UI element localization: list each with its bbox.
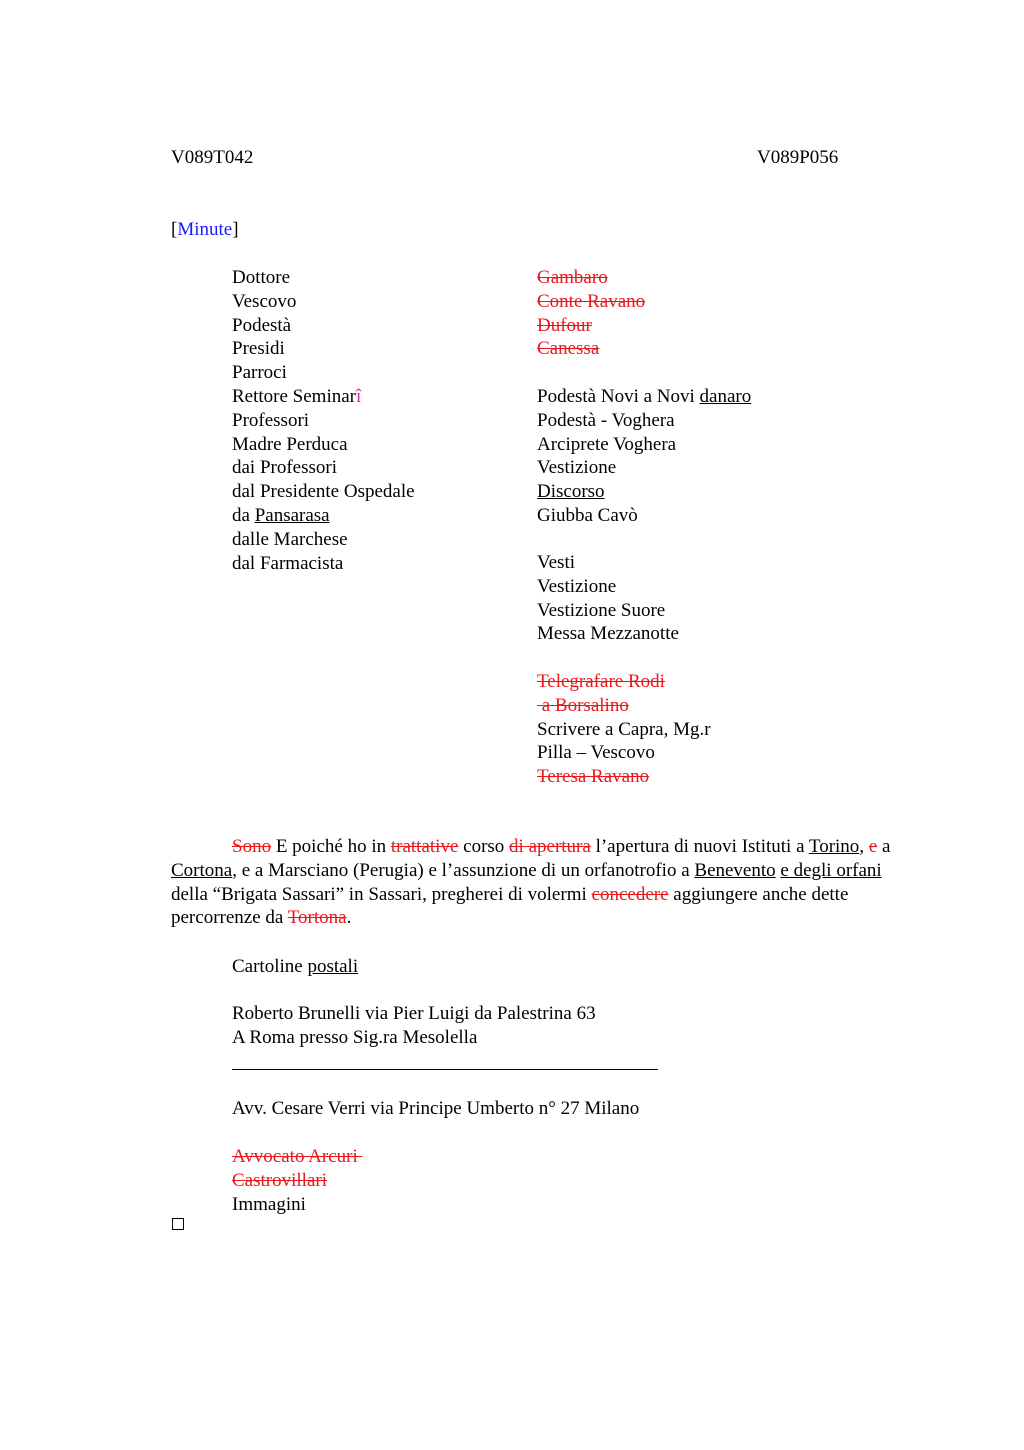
list-item: dal Presidente Ospedale bbox=[232, 481, 415, 503]
list-item-underlined: Pansarasa bbox=[254, 504, 330, 526]
main-paragraph bbox=[171, 835, 921, 930]
underlined-text: e degli orfani bbox=[780, 859, 882, 881]
list-item: Professori bbox=[232, 409, 310, 431]
list-item: Madre Perduca bbox=[232, 433, 348, 455]
separator-line bbox=[232, 1069, 658, 1070]
list-item: Vescovo bbox=[232, 290, 297, 312]
list-item: Vesti bbox=[537, 552, 575, 573]
list-item: dai Professori bbox=[232, 457, 338, 479]
list-item-prefix: da bbox=[232, 504, 255, 526]
paragraph-text: , bbox=[859, 836, 869, 857]
struck-text: Tortona bbox=[287, 907, 347, 929]
struck-text: e bbox=[868, 836, 878, 857]
document-code-right: V089P056 bbox=[757, 147, 839, 168]
list-item bbox=[232, 385, 415, 409]
list-item: Immagini bbox=[232, 1193, 306, 1215]
list-item: Scrivere a Capra, Mg.r bbox=[537, 718, 711, 740]
list-item: Avvocato Arcuri bbox=[232, 1146, 363, 1167]
list-item-prefix: Podestà Novi a Novi bbox=[537, 386, 700, 407]
list-item: Vestizione bbox=[537, 575, 617, 597]
list-item: Dufour bbox=[537, 314, 592, 336]
list-item: Telegrafare Rodi bbox=[537, 671, 665, 692]
cartoline-underlined: postali bbox=[307, 956, 359, 977]
struck-text: trattative bbox=[390, 836, 459, 857]
list-item: dal Farmacista bbox=[232, 552, 344, 574]
list-item bbox=[232, 504, 415, 528]
paragraph-text: l’apertura di nuovi Istituti a bbox=[590, 836, 809, 857]
bracket-close: ] bbox=[232, 219, 239, 240]
underlined-text: Torino bbox=[808, 836, 860, 857]
list-item-underlined: Discorso bbox=[537, 481, 605, 503]
list-item-underlined: danaro bbox=[699, 386, 752, 407]
right-group-telegrafare bbox=[537, 670, 711, 789]
paragraph-text: a bbox=[877, 836, 891, 857]
list-item-text: Rettore Seminar bbox=[232, 385, 356, 407]
section-label bbox=[171, 218, 239, 242]
right-group-struck-names bbox=[537, 266, 645, 361]
list-item: Vestizione Suore bbox=[537, 599, 666, 621]
list-item: Podestà bbox=[232, 314, 292, 336]
underlined-text: Cortona bbox=[171, 859, 233, 881]
struck-text: di apertura bbox=[509, 836, 591, 857]
list-item: Canessa bbox=[537, 338, 600, 360]
list-item-accent: î bbox=[356, 385, 362, 407]
paragraph-text: , e a Marsciano (Perugia) e l’assunzione di un orfanotrofio a bbox=[232, 859, 695, 881]
list-item: Castrovillari bbox=[232, 1169, 327, 1191]
struck-text: concedere bbox=[591, 883, 669, 905]
right-group-vestizione bbox=[537, 551, 679, 646]
paragraph-text: corso bbox=[458, 836, 510, 857]
list-item: Giubba Cavò bbox=[537, 504, 638, 526]
address-brunelli bbox=[232, 1002, 596, 1050]
list-item: Teresa Ravano bbox=[537, 766, 650, 788]
paragraph-text: della “Brigata Sassari” in Sassari, pregherei di volermi bbox=[171, 883, 592, 905]
struck-text: Sono bbox=[232, 836, 272, 857]
underlined-text: Benevento bbox=[694, 859, 776, 881]
cartoline-line bbox=[232, 955, 358, 979]
list-item: Parroci bbox=[232, 362, 287, 384]
paragraph-text: . bbox=[346, 907, 352, 929]
list-item: Arciprete Voghera bbox=[537, 433, 677, 455]
list-item: Gambaro bbox=[537, 267, 608, 288]
bracket-open: [ bbox=[171, 219, 178, 240]
left-list bbox=[232, 266, 415, 575]
list-item: dalle Marchese bbox=[232, 528, 348, 550]
list-item bbox=[537, 480, 751, 504]
paragraph-text: E poiché ho in bbox=[271, 836, 391, 857]
section-label-text: Minute bbox=[177, 219, 233, 240]
paragraph-text: aggiungere anche dette percorrenze da bbox=[171, 883, 849, 929]
list-item: Messa Mezzanotte bbox=[537, 623, 679, 645]
closing-lines bbox=[232, 1145, 363, 1216]
list-item bbox=[537, 385, 751, 409]
checkbox-icon[interactable] bbox=[172, 1218, 184, 1230]
address-line: A Roma presso Sig.ra Mesolella bbox=[232, 1026, 478, 1048]
list-item: a Borsalino bbox=[537, 694, 629, 716]
list-item: Conte Ravano bbox=[537, 290, 646, 312]
list-item: Pilla – Vescovo bbox=[537, 742, 655, 764]
document-code-left: V089T042 bbox=[171, 147, 254, 168]
address-line: Roberto Brunelli via Pier Luigi da Palestrina 63 bbox=[232, 1003, 596, 1024]
list-item: Podestà - Voghera bbox=[537, 409, 675, 431]
list-item: Vestizione bbox=[537, 457, 617, 479]
cartoline-prefix: Cartoline bbox=[232, 956, 308, 977]
address-verri: Avv. Cesare Verri via Principe Umberto n° 27 Milano bbox=[232, 1098, 640, 1119]
right-group-podesta bbox=[537, 385, 751, 528]
list-item: Dottore bbox=[232, 267, 291, 288]
list-item: Presidi bbox=[232, 338, 285, 360]
